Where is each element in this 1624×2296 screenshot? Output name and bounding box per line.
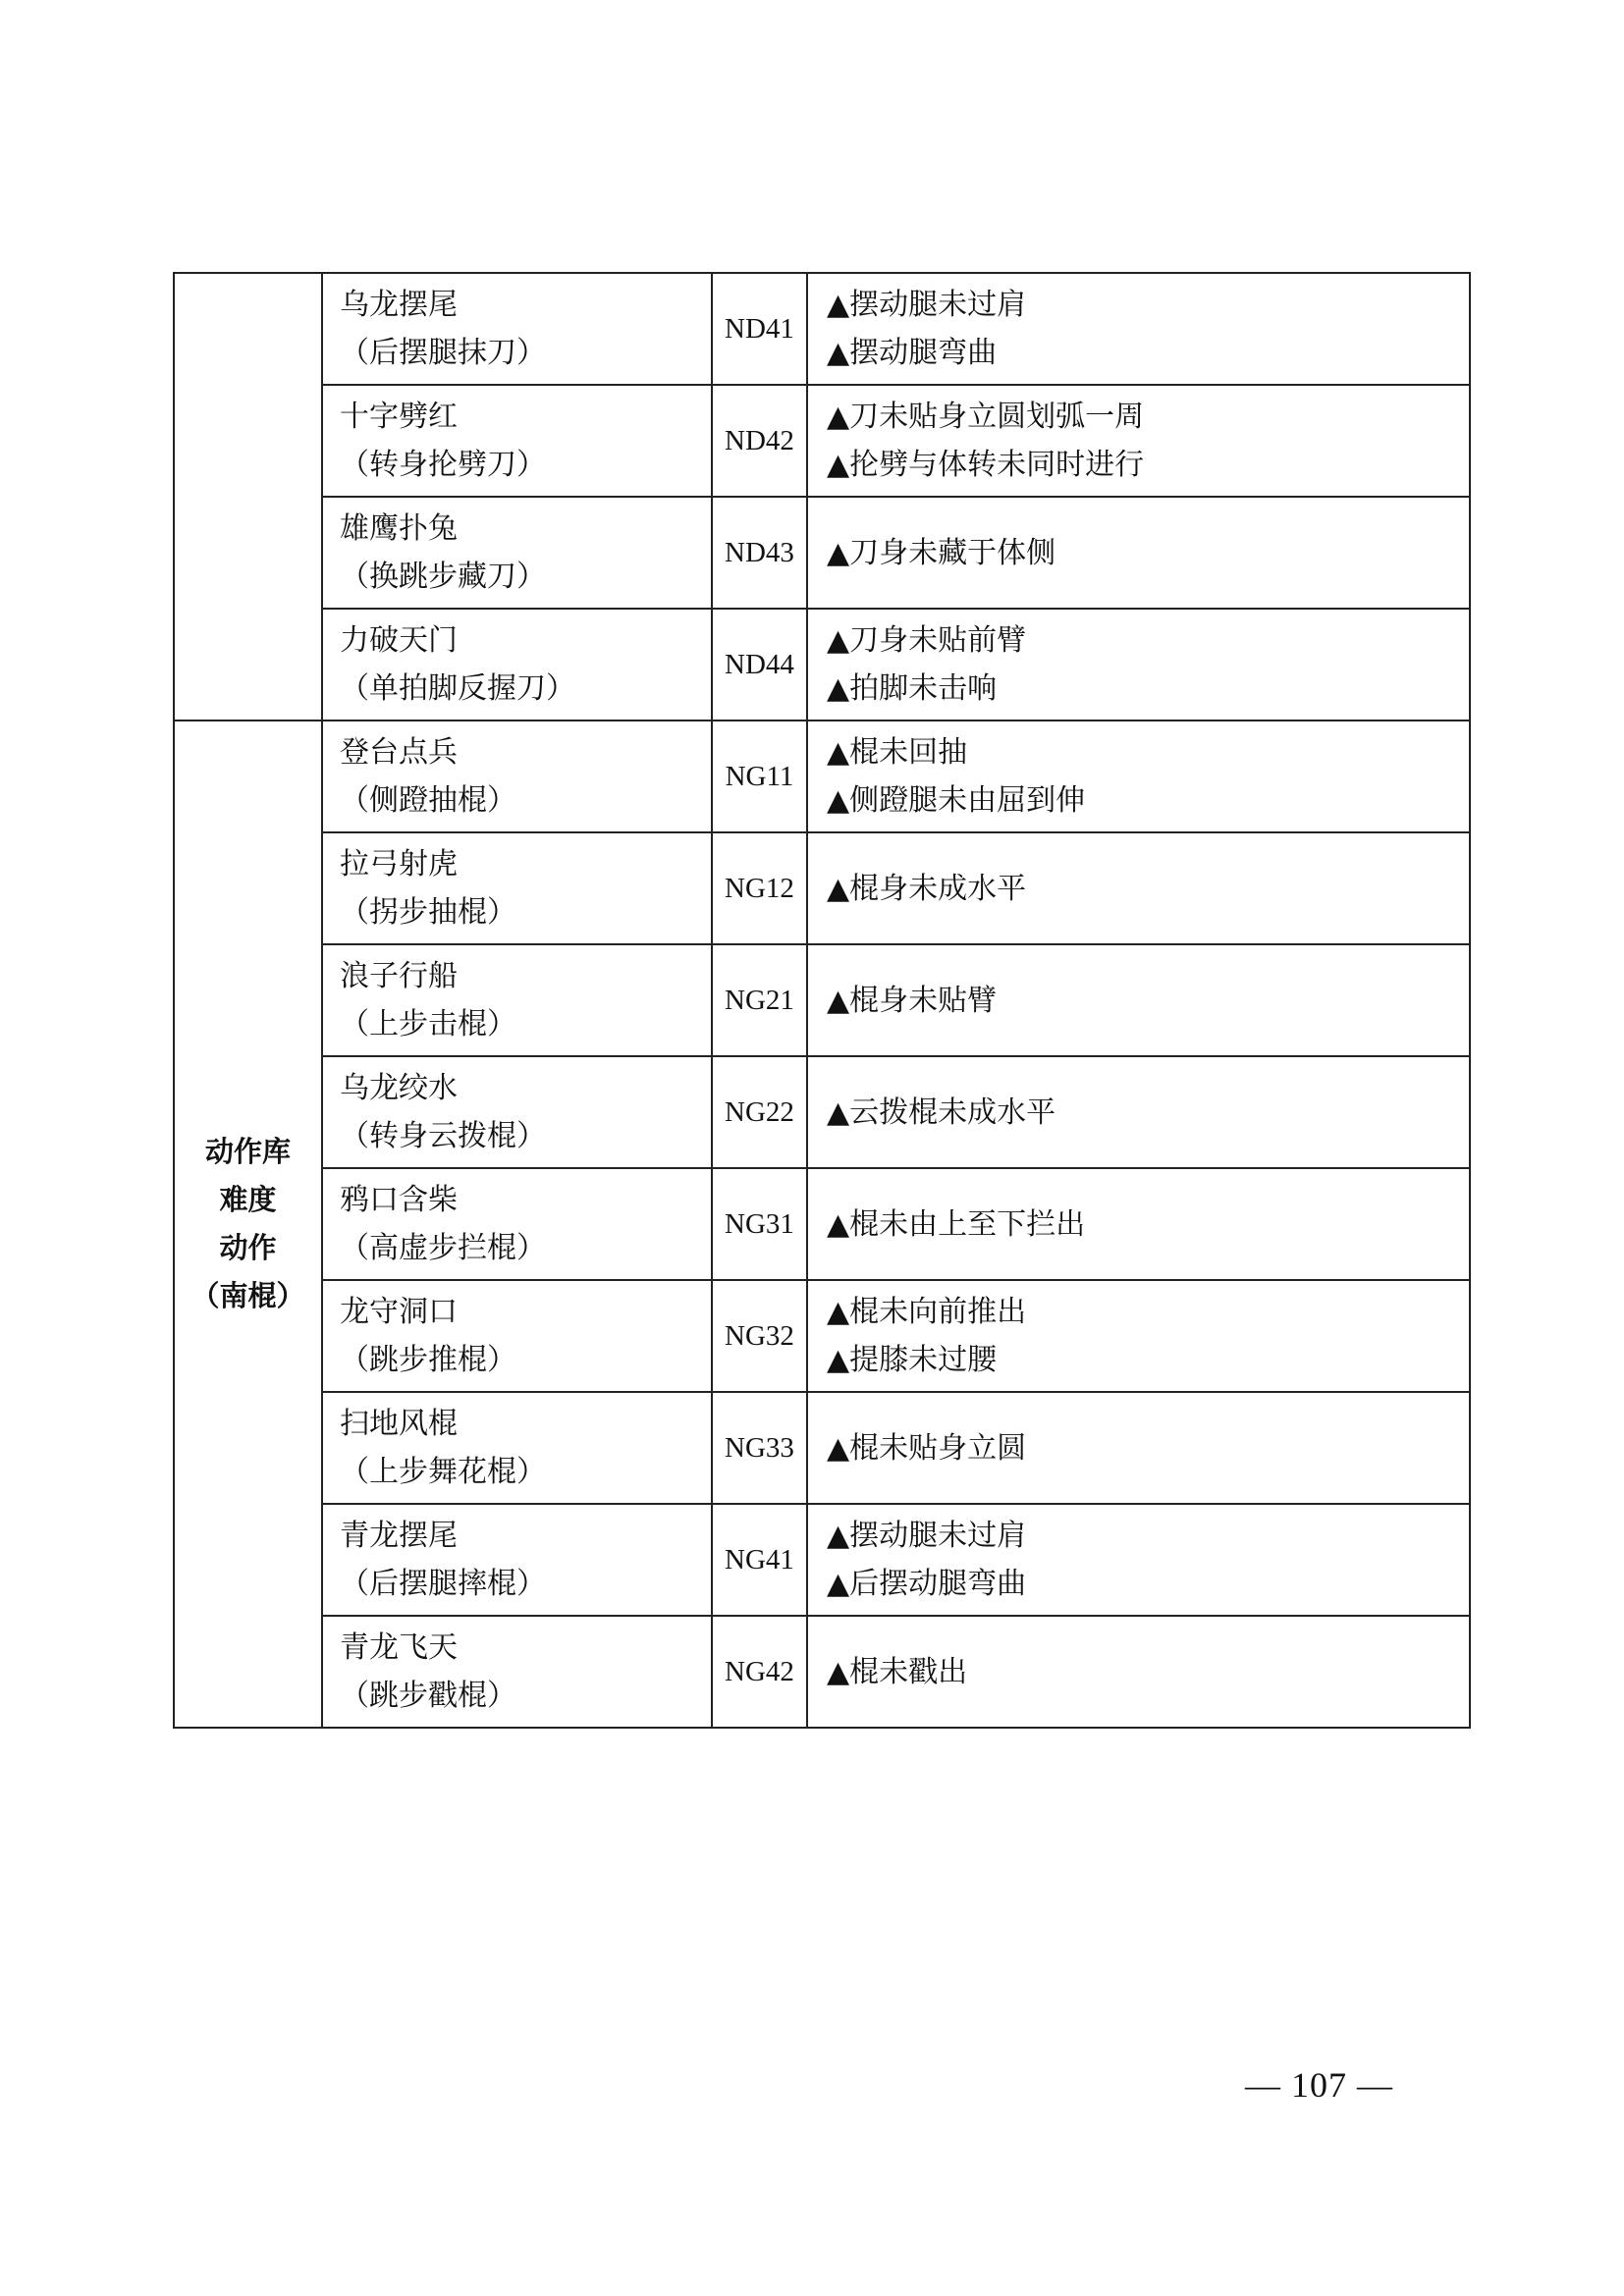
deduction-criterion: ▲刀身未贴前臂 [827,623,1027,658]
deduction-criterion: ▲棍未由上至下拦出 [827,1206,1086,1242]
action-detail: （跳步推棍） [340,1343,516,1377]
action-detail: （后摆腿抹刀） [340,336,546,370]
deduction-criteria-cell [807,721,1470,832]
deduction-criteria-cell [807,1504,1470,1616]
action-name: 龙守洞口 [340,1295,458,1329]
difficulty-actions-table [173,272,1471,1729]
action-code: ND41 [712,273,807,385]
action-detail: （后摆腿摔棍） [340,1567,546,1601]
table-row [174,721,1470,832]
action-code: NG22 [712,1056,807,1168]
action-detail: （转身抡劈刀） [340,448,546,482]
table-row [174,1616,1470,1728]
action-code: ND43 [712,497,807,609]
action-name-cell [322,1168,712,1280]
deduction-criterion: ▲棍未回抽 [827,735,968,770]
deduction-criterion: ▲侧蹬腿未由屈到伸 [827,783,1086,818]
action-detail: （上步击棍） [340,1007,516,1041]
action-code: NG21 [712,944,807,1056]
deduction-criterion: ▲棍身未成水平 [827,871,1027,906]
deduction-criteria-cell [807,944,1470,1056]
deduction-criteria-cell [807,1392,1470,1504]
action-code: NG11 [712,721,807,832]
action-code: ND42 [712,385,807,497]
deduction-criterion: ▲刀身未藏于体侧 [827,535,1056,570]
deduction-criterion: ▲拍脚未击响 [827,671,998,706]
deduction-criterion: ▲棍身未贴臂 [827,983,998,1018]
action-name-cell [322,497,712,609]
action-name: 登台点兵 [340,735,458,770]
action-code: NG32 [712,1280,807,1392]
deduction-criterion: ▲云拨棍未成水平 [827,1095,1056,1130]
deduction-criterion: ▲刀未贴身立圆划弧一周 [827,400,1145,434]
table-row [174,385,1470,497]
deduction-criterion: ▲抡劈与体转未同时进行 [827,448,1145,482]
table-row [174,1280,1470,1392]
action-detail: （高虚步拦棍） [340,1231,546,1265]
table-row [174,832,1470,944]
deduction-criterion: ▲棍未戳出 [827,1654,968,1689]
page-number: — 107 — [1245,2065,1393,2105]
deduction-criteria-cell [807,609,1470,721]
action-name: 雄鹰扑兔 [340,511,458,546]
action-detail: （上步舞花棍） [340,1455,546,1489]
action-name-cell [322,832,712,944]
action-name: 拉弓射虎 [340,847,458,881]
action-code: NG31 [712,1168,807,1280]
table-row [174,1168,1470,1280]
action-name: 青龙飞天 [340,1630,458,1665]
table-row [174,1392,1470,1504]
action-name-cell [322,721,712,832]
action-code: NG12 [712,832,807,944]
category-line: 难度 [219,1183,277,1216]
action-name-cell [322,385,712,497]
deduction-criteria-cell [807,385,1470,497]
action-name: 乌龙摆尾 [340,288,458,322]
table-row [174,497,1470,609]
action-name: 十字劈红 [340,400,458,434]
action-name: 浪子行船 [340,959,458,993]
action-name-cell [322,273,712,385]
action-name-cell [322,1280,712,1392]
deduction-criteria-cell [807,1616,1470,1728]
action-name: 乌龙绞水 [340,1071,458,1105]
action-detail: （单拍脚反握刀） [340,671,575,706]
category-cell-blank [174,273,322,721]
action-name-cell [322,609,712,721]
table-row [174,944,1470,1056]
action-code: NG42 [712,1616,807,1728]
action-detail: （换跳步藏刀） [340,560,546,594]
action-detail: （转身云拨棍） [340,1119,546,1153]
action-name: 力破天门 [340,623,458,658]
table-row [174,273,1470,385]
deduction-criterion: ▲摆动腿未过肩 [827,288,1027,322]
deduction-criteria-cell [807,1056,1470,1168]
action-code: NG41 [712,1504,807,1616]
action-name-cell [322,944,712,1056]
table-row [174,1504,1470,1616]
deduction-criteria-cell [807,1168,1470,1280]
deduction-criteria-cell [807,1280,1470,1392]
action-code: ND44 [712,609,807,721]
action-name-cell [322,1504,712,1616]
deduction-criteria-cell [807,832,1470,944]
category-line: （南棍） [190,1279,305,1312]
deduction-criteria-cell [807,273,1470,385]
table-row [174,609,1470,721]
action-detail: （跳步戳棍） [340,1679,516,1713]
action-name: 青龙摆尾 [340,1519,458,1553]
category-line: 动作库 [204,1135,291,1168]
action-name: 扫地风棍 [340,1407,458,1441]
action-detail: （侧蹬抽棍） [340,783,516,818]
deduction-criterion: ▲摆动腿未过肩 [827,1519,1027,1553]
action-name: 鸦口含柴 [340,1183,458,1217]
deduction-criterion: ▲提膝未过腰 [827,1343,998,1377]
table-row [174,1056,1470,1168]
deduction-criterion: ▲棍未向前推出 [827,1295,1027,1329]
category-cell [174,721,322,1728]
action-code: NG33 [712,1392,807,1504]
action-name-cell [322,1392,712,1504]
action-name-cell [322,1056,712,1168]
category-line: 动作 [219,1231,277,1264]
deduction-criterion: ▲摆动腿弯曲 [827,336,998,370]
action-name-cell [322,1616,712,1728]
deduction-criteria-cell [807,497,1470,609]
deduction-criterion: ▲棍未贴身立圆 [827,1430,1027,1466]
action-detail: （拐步抽棍） [340,895,516,930]
deduction-criterion: ▲后摆动腿弯曲 [827,1567,1027,1601]
